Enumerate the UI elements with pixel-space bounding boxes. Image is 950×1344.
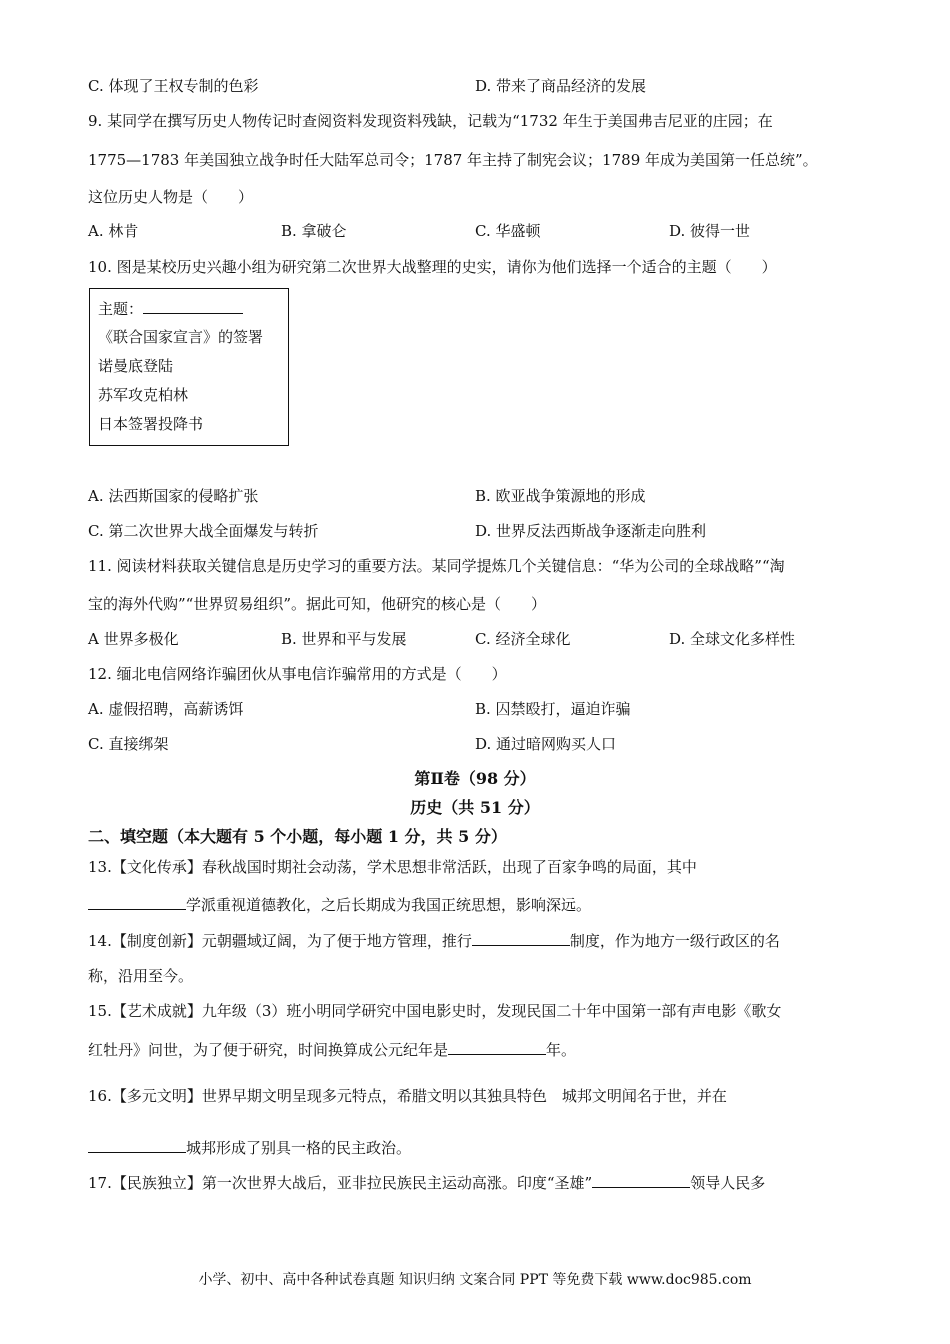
q15-line1: 15.【艺术成就】九年级（3）班小明同学研究中国电影史时，发现民国二十年中国第一部有声电影《歌女: [88, 1002, 782, 1020]
q10-material-box: [89, 288, 289, 446]
q15-answer-blank: [448, 1038, 546, 1055]
q9-stem-line3: 这位历史人物是（ ）: [88, 188, 254, 206]
q11-option-c: C. 经济全球化: [475, 630, 571, 648]
page-footer: 小学、初中、高中各种试卷真题 知识归纳 文案合同 PPT 等免费下载 www.doc985.com: [198, 1272, 752, 1288]
q10-box-item: 诺曼底登陆: [98, 357, 174, 375]
q9-option-b: B. 拿破仑: [281, 222, 347, 240]
q12-stem: 12. 缅北电信网络诈骗团伙从事电信诈骗常用的方式是（ ）: [88, 665, 507, 683]
q17-line1-after: 领导人民多: [690, 1174, 766, 1192]
q9-stem-line1: 9. 某同学在撰写历史人物传记时查阅资料发现资料残缺，记载为“1732 年生于美国弗吉尼亚的庄园；在: [88, 112, 773, 130]
q15-line2: [88, 1038, 576, 1061]
q10-topic-blank: [143, 297, 243, 314]
q9-option-a: A. 林肯: [88, 222, 139, 240]
q13-line1: 13.【文化传承】春秋战国时期社会动荡，学术思想非常活跃，出现了百家争鸣的局面，其中: [88, 858, 697, 876]
subject-heading: 历史（共 51 分）: [410, 798, 540, 817]
q10-box-item: 《联合国家宣言》的签署: [98, 328, 264, 346]
q10-box-item: 苏军攻克柏林: [98, 386, 189, 404]
q14-line1-after: 制度，作为地方一级行政区的名: [569, 932, 780, 950]
q10-option-b: B. 欧亚战争策源地的形成: [475, 487, 646, 505]
q16-answer-blank: [88, 1136, 186, 1153]
part-heading: 二、填空题（本大题有 5 个小题，每小题 1 分，共 5 分）: [88, 827, 507, 846]
q17-line1: [88, 1171, 765, 1194]
q10-option-c: C. 第二次世界大战全面爆发与转折: [88, 522, 319, 540]
q14-line2: 称，沿用至今。: [88, 967, 194, 985]
q13-answer-blank: [88, 893, 186, 910]
q11-option-a: A 世界多极化: [88, 630, 179, 648]
q10-option-a: A. 法西斯国家的侵略扩张: [88, 487, 259, 505]
q12-option-a: A. 虚假招聘，高薪诱饵: [88, 700, 244, 718]
q11-stem-line2: 宝的海外代购”“世界贸易组织”。据此可知，他研究的核心是（ ）: [88, 595, 547, 613]
q9-option-c: C. 华盛顿: [475, 222, 541, 240]
q12-option-b: B. 囚禁殴打，逼迫诈骗: [475, 700, 631, 718]
q10-box-item: 日本签署投降书: [98, 415, 204, 433]
q9-option-d: D. 彼得一世: [669, 222, 751, 240]
q16-line2: [88, 1136, 411, 1159]
q13-line2: [88, 893, 591, 916]
q11-stem-line1: 11. 阅读材料获取关键信息是历史学习的重要方法。某同学提炼几个关键信息：“华为公司的全球战略”“淘: [88, 557, 785, 575]
q15-line2-after: 年。: [546, 1041, 577, 1059]
q16-line1: 16.【多元文明】世界早期文明呈现多元特点，希腊文明以其独具特色 城邦文明闻名于世，并在: [88, 1087, 727, 1105]
q10-box-topic-label: 主题：: [98, 300, 144, 318]
q14-line1-before: 14.【制度创新】元朝疆域辽阔，为了便于地方管理，推行: [88, 932, 472, 950]
q11-option-b: B. 世界和平与发展: [281, 630, 407, 648]
q14-line1: [88, 929, 780, 952]
q8-option-d: D. 带来了商品经济的发展: [475, 77, 647, 95]
volume-heading: 第Ⅱ卷（98 分）: [414, 769, 536, 788]
q12-option-d: D. 通过暗网购买人口: [475, 735, 617, 753]
q16-line2-text: 城邦形成了别具一格的民主政治。: [186, 1139, 412, 1157]
q14-answer-blank: [472, 929, 570, 946]
q10-option-d: D. 世界反法西斯战争逐渐走向胜利: [475, 522, 707, 540]
q15-line2-before: 红牡丹》问世，为了便于研究，时间换算成公元纪年是: [88, 1041, 449, 1059]
q10-box-topic: [98, 297, 243, 320]
q12-option-c: C. 直接绑架: [88, 735, 169, 753]
q10-stem: 10. 图是某校历史兴趣小组为研究第二次世界大战整理的史实，请你为他们选择一个适合的主题（ ）: [88, 258, 777, 276]
q17-line1-before: 17.【民族独立】第一次世界大战后，亚非拉民族民主运动高涨。印度“圣雄”: [88, 1174, 593, 1192]
q9-stem-line2: 1775—1783 年美国独立战争时任大陆军总司令；1787 年主持了制宪会议；1789 年成为美国第一任总统”。: [88, 151, 818, 169]
q13-line2-text: 学派重视道德教化，之后长期成为我国正统思想，影响深远。: [186, 896, 592, 914]
q8-option-c: C. 体现了王权专制的色彩: [88, 77, 259, 95]
q17-answer-blank: [592, 1171, 690, 1188]
q11-option-d: D. 全球文化多样性: [669, 630, 796, 648]
